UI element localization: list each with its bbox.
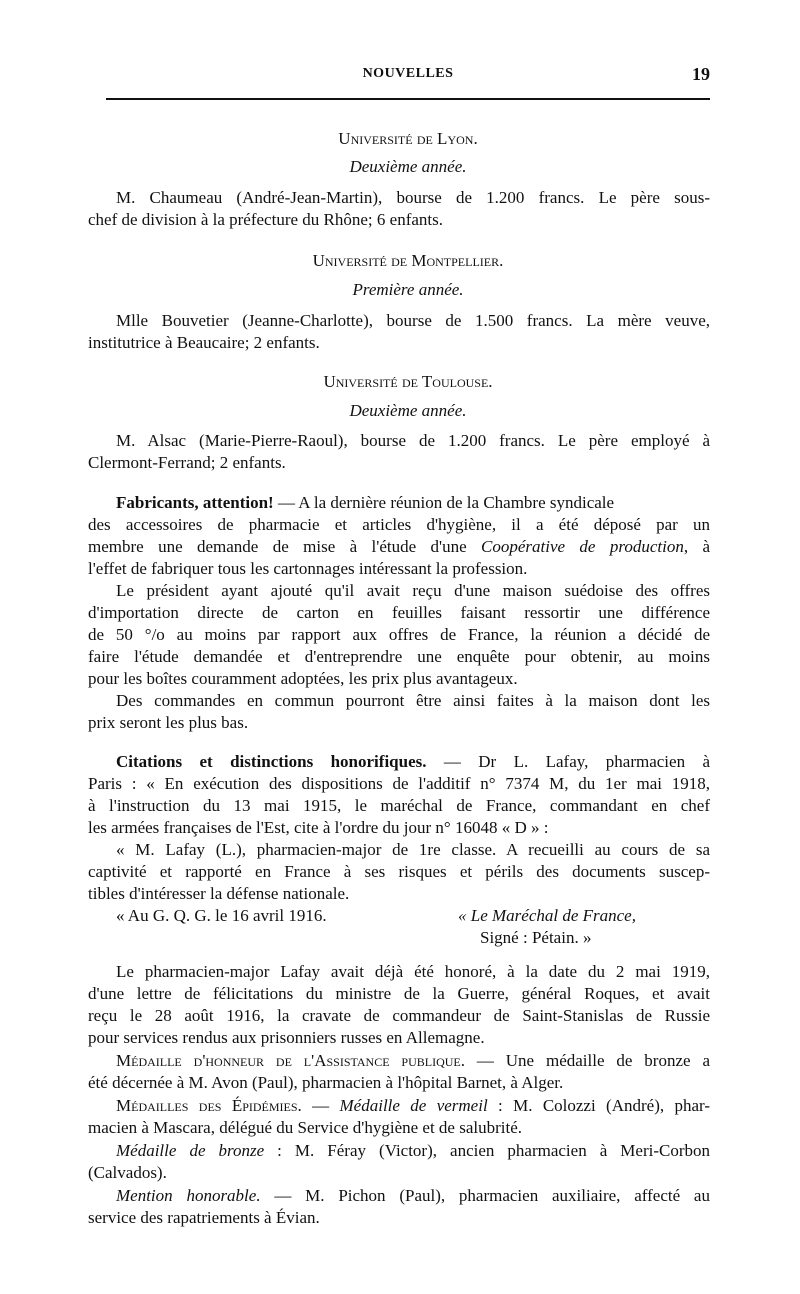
text-run: — M. Pichon (Paul), pharmacien auxiliaire, affecté au [260, 1186, 710, 1205]
paragraph-line: pour les boîtes couramment adoptées, les prix plus avantageux. [88, 669, 518, 688]
paragraph-line: « Au G. Q. G. le 16 avril 1916. [116, 906, 327, 925]
paragraph-line: tibles d'intéresser la défense nationale. [88, 884, 350, 903]
section-heading-toulouse: Université de Toulouse. [323, 372, 493, 391]
paragraph-line: M. Alsac (Marie-Pierre-Raoul), bourse de 1.200 francs. Le père employé à [116, 431, 710, 450]
section-title-fabricants: Fabricants, attention! [116, 493, 274, 512]
paragraph-line: chef de division à la préfecture du Rhône; 6 enfants. [88, 210, 443, 229]
paragraph-line: Le président ayant ajouté qu'il avait reçu d'une maison suédoise des offres [116, 581, 710, 600]
year-label: Première année. [352, 280, 464, 299]
subsection-title: Médaille de bronze [116, 1141, 265, 1160]
paragraph-line: les armées françaises de l'Est, cite à l'ordre du jour n° 16048 « D » : [88, 818, 549, 837]
paragraph-line: prix seront les plus bas. [88, 713, 249, 732]
text-run: — Une médaille de bronze a [465, 1051, 710, 1070]
paragraph-line: des accessoires de pharmacie et articles d'hygiène, il a été déposé par un [88, 515, 710, 534]
paragraph-line: été décernée à M. Avon (Paul), pharmacien à l'hôpital Barnet, à Alger. [88, 1073, 564, 1092]
paragraph-line: « M. Lafay (L.), pharmacien-major de 1re classe. A recueilli au cours de sa [116, 840, 710, 859]
section-title-citations: Citations et distinctions honorifiques. [116, 752, 427, 771]
text-run: Médaille de vermeil [339, 1096, 488, 1115]
section-heading-lyon: Université de Lyon. [338, 129, 478, 148]
paragraph-line: service des rapatriements à Évian. [88, 1208, 320, 1227]
text-run: membre une demande de mise à l'étude d'une [88, 537, 482, 556]
year-label: Deuxième année. [349, 157, 467, 176]
paragraph-line [116, 492, 710, 514]
header-rule [106, 98, 710, 100]
page-number: 19 [692, 64, 710, 84]
year-label: Deuxième année. [349, 401, 467, 420]
paragraph-line: (Calvados). [88, 1163, 167, 1182]
paragraph-line: l'effet de fabriquer tous les cartonnages intéressant la profession. [88, 559, 528, 578]
paragraph-line [116, 751, 710, 773]
running-title: NOUVELLES [362, 66, 454, 81]
section-heading-montpellier: Université de Montpellier. [312, 251, 504, 270]
subsection-title: Médaille d'honneur de l'Assistance publique. [116, 1051, 465, 1070]
text-run: Coopérative de production [481, 537, 684, 556]
paragraph-line: d'une lettre de félicitations du ministre de la Guerre, général Roques, et avait [88, 984, 710, 1003]
paragraph-line: captivité et rapporté en France à ses risques et périls des documents suscep- [88, 862, 710, 881]
text-run: , à [683, 537, 710, 556]
text-run: — A la dernière réunion de la Chambre syndicale [277, 493, 615, 512]
paragraph-line [116, 1050, 710, 1072]
paragraph-line: Le pharmacien-major Lafay avait déjà été honoré, à la date du 2 mai 1919, [116, 962, 710, 981]
paragraph-line: de 50 °/o au moins par rapport aux offres de France, la réunion a décidé de [88, 625, 710, 644]
paragraph-line: Des commandes en commun pourront être ainsi faites à la maison dont les [116, 691, 710, 710]
text-run: — Dr L. Lafay, pharmacien à [443, 752, 710, 771]
subsection-title: Mention honorable. [116, 1186, 261, 1205]
paragraph-line: Mlle Bouvetier (Jeanne-Charlotte), bourse de 1.500 francs. La mère veuve, [116, 311, 710, 330]
paragraph-line [116, 1095, 710, 1117]
paragraph-line: reçu le 28 août 1916, la cravate de commandeur de Saint-Stanislas de Russie [88, 1006, 710, 1025]
text-run: : M. Colozzi (André), phar- [487, 1096, 710, 1115]
paragraph-line: Paris : « En exécution des dispositions de l'additif n° 7374 M, du 1er mai 1918, [88, 774, 710, 793]
paragraph-line [116, 1140, 710, 1162]
page-header [106, 62, 710, 84]
paragraph-line: macien à Mascara, délégué du Service d'hygiène et de salubrité. [88, 1118, 523, 1137]
paragraph-line: d'importation directe de carton en feuilles faisant ressortir une différence [88, 603, 710, 622]
signature-line: Signé : Pétain. » [480, 928, 592, 947]
paragraph-line [116, 1185, 710, 1207]
paragraph-line: M. Chaumeau (André-Jean-Martin), bourse de 1.200 francs. Le père sous- [116, 188, 710, 207]
text-run: : M. Féray (Victor), ancien pharmacien à Meri-Corbon [264, 1141, 710, 1160]
text-run: — [301, 1096, 340, 1115]
paragraph-line: à l'instruction du 13 mai 1915, le maréchal de France, commandant en chef [88, 796, 710, 815]
paragraph-line [88, 536, 710, 558]
paragraph-line: faire l'étude demandée et d'entreprendre une enquête pour obtenir, au moins [88, 647, 710, 666]
subsection-title: Médailles des Épidémies. [116, 1096, 302, 1115]
paragraph-line: institutrice à Beaucaire; 2 enfants. [88, 333, 320, 352]
paragraph-line: Clermont-Ferrand; 2 enfants. [88, 453, 286, 472]
paragraph-line: « Le Maréchal de France, [458, 906, 636, 925]
paragraph-line: pour services rendus aux prisonniers russes en Allemagne. [88, 1028, 485, 1047]
